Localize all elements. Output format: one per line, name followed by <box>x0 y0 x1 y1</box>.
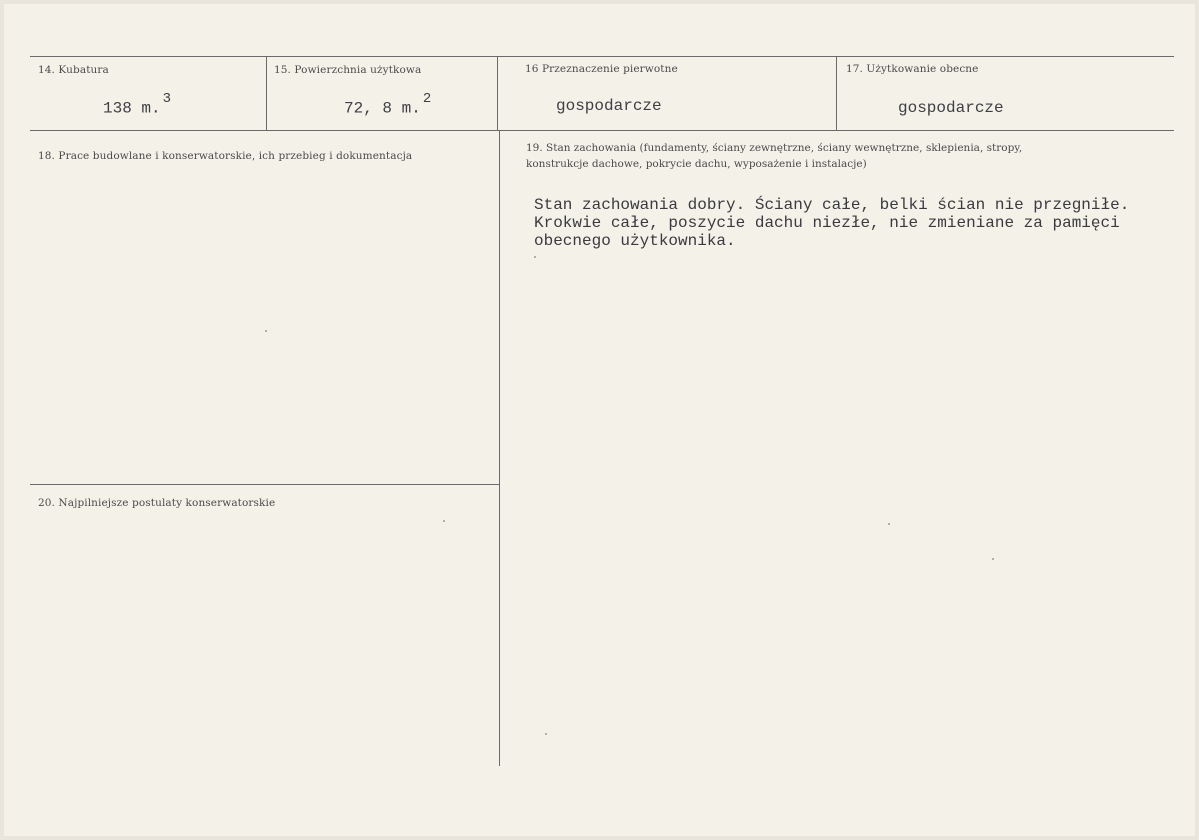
field20-top-rule <box>30 484 499 485</box>
field-15-value <box>344 91 432 118</box>
field-15-label: 15. Powierzchnia użytkowa <box>274 64 422 76</box>
divider-16-17 <box>836 56 837 130</box>
field-19-text-line3: obecnego użytkownika. <box>534 232 736 250</box>
paper-speck <box>534 256 536 258</box>
field-14-label: 14. Kubatura <box>38 64 109 76</box>
field-18-label: 18. Prace budowlane i konserwatorskie, ich przebieg i dokumentacja <box>38 150 413 162</box>
divider-15-16 <box>497 56 498 130</box>
field-19-label-line2: konstrukcje dachowe, pokrycie dachu, wyposażenie i instalacje) <box>526 158 867 170</box>
paper-speck <box>443 520 445 522</box>
field-19-label-line1: 19. Stan zachowania (fundamenty, ściany zewnętrzne, ściany wewnętrzne, sklepienia, stropy, <box>526 142 1023 154</box>
powierzchnia-value: 72, 8 m. <box>344 99 421 118</box>
field-19-text <box>534 196 1174 250</box>
field-14-value <box>103 91 172 118</box>
powierzchnia-unit-exponent: 2 <box>422 91 432 107</box>
divider-14-15 <box>266 56 267 130</box>
field-17-label: 17. Użytkowanie obecne <box>846 63 979 75</box>
paper-speck <box>888 523 890 525</box>
paper-speck <box>992 558 994 560</box>
main-column-divider <box>499 130 500 766</box>
paper-speck <box>265 330 267 332</box>
field-19-text-line2: Krokwie całe, poszycie dachu niezłe, nie zmieniane za pamięci <box>534 214 1120 232</box>
field-16-value: gospodarcze <box>556 97 662 115</box>
kubatura-unit-exponent: 3 <box>162 91 172 107</box>
field-16-label: 16 Przeznaczenie pierwotne <box>525 63 678 75</box>
paper-speck <box>545 733 547 735</box>
kubatura-value: 138 m. <box>103 99 161 118</box>
row1-bottom-rule <box>30 130 1174 131</box>
field-17-value: gospodarcze <box>898 99 1004 117</box>
field-19-label <box>526 140 1086 172</box>
top-rule <box>30 56 1174 57</box>
field-20-label: 20. Najpilniejsze postulaty konserwatorskie <box>38 497 276 509</box>
field-19-text-line1: Stan zachowania dobry. Ściany całe, belki ścian nie przegniłe. <box>534 196 1130 214</box>
